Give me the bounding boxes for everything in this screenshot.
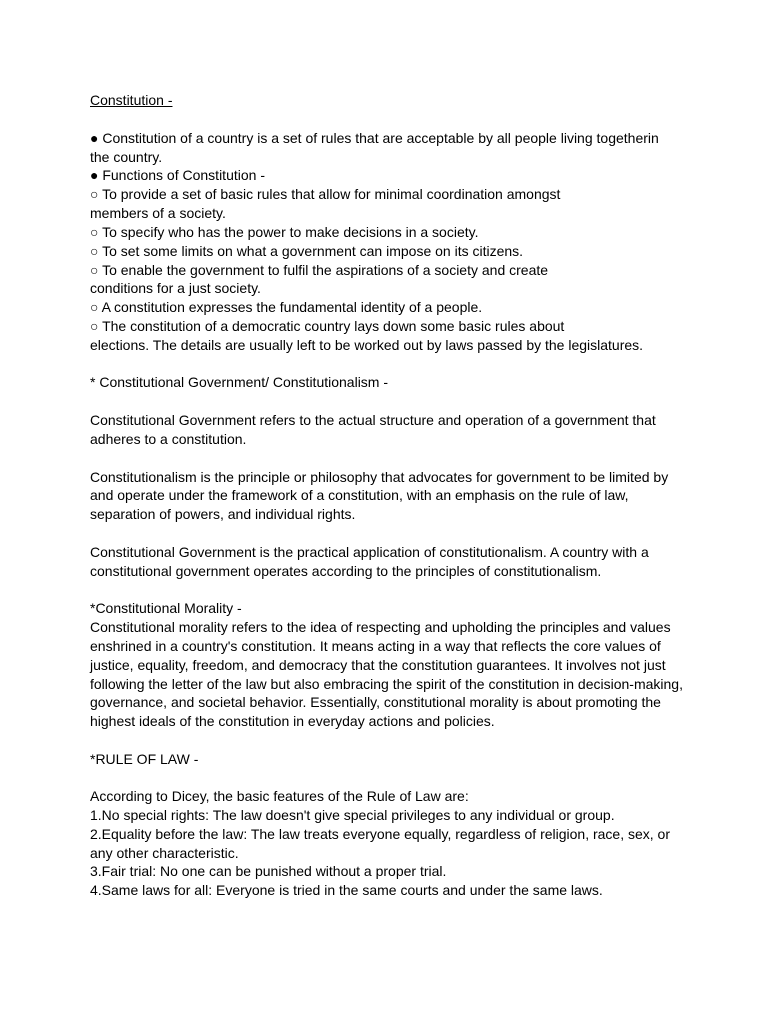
list-item: any other characteristic.	[90, 845, 239, 861]
paragraph-line: separation of powers, and individual rights.	[90, 506, 356, 522]
paragraph-line: constitutional government operates according to the principles of constitutionalism.	[90, 563, 602, 579]
list-item: 4.Same laws for all: Everyone is tried in the same courts and under the same laws.	[90, 882, 603, 898]
bullet-line: elections. The details are usually left to be worked out by laws passed by the legislatures.	[90, 337, 644, 353]
paragraph-line: following the letter of the law but also embracing the spirit of the constitution in decision-making,	[90, 676, 683, 692]
paragraph-line: Constitutional Government is the practical application of constitutionalism. A country with a	[90, 544, 649, 560]
list-item: 1.No special rights: The law doesn't give special privileges to any individual or group.	[90, 807, 615, 823]
bullet-line: ○ A constitution expresses the fundamental identity of a people.	[90, 299, 483, 315]
paragraph-line: and operate under the framework of a constitution, with an emphasis on the rule of law,	[90, 487, 629, 503]
list-item: 3.Fair trial: No one can be punished without a proper trial.	[90, 863, 447, 879]
bullet-line: ○ The constitution of a democratic country lays down some basic rules about	[90, 318, 565, 334]
bullet-line: ○ To provide a set of basic rules that allow for minimal coordination amongst	[90, 186, 561, 202]
paragraph-line: Constitutional Government refers to the actual structure and operation of a government that	[90, 412, 656, 428]
bullet-line: the country.	[90, 149, 163, 165]
bullet-line: ● Functions of Constitution -	[90, 167, 265, 183]
list-item: 2.Equality before the law: The law treats everyone equally, regardless of religion, race, sex, or	[90, 826, 671, 842]
paragraph-line: According to Dicey, the basic features of the Rule of Law are:	[90, 788, 469, 804]
paragraph-line: adheres to a constitution.	[90, 431, 247, 447]
paragraph-line: enshrined in a country's constitution. It means acting in a way that reflects the core values of	[90, 638, 661, 654]
paragraph-line: justice, equality, freedom, and democracy that the constitution guarantees. It involves not just	[90, 657, 666, 673]
bullet-line: members of a society.	[90, 205, 226, 221]
bullet-line: conditions for a just society.	[90, 280, 261, 296]
paragraph-line: highest ideals of the constitution in everyday actions and policies.	[90, 713, 495, 729]
bullet-line: ● Constitution of a country is a set of rules that are acceptable by all people living togetherin	[90, 130, 659, 146]
section-heading-constitutional-morality: *Constitutional Morality -	[90, 600, 242, 616]
bullet-line: ○ To set some limits on what a government can impose on its citizens.	[90, 243, 524, 259]
paragraph-line: Constitutionalism is the principle or philosophy that advocates for government to be limited by	[90, 469, 669, 485]
paragraph-line: governance, and societal behavior. Essentially, constitutional morality is about promoting the	[90, 694, 661, 710]
document-title: Constitution -	[90, 92, 173, 108]
bullet-line: ○ To specify who has the power to make decisions in a society.	[90, 224, 479, 240]
section-heading-rule-of-law: *RULE OF LAW -	[90, 751, 199, 767]
section-heading-constitutional-government: * Constitutional Government/ Constitutionalism -	[90, 374, 389, 390]
bullet-line: ○ To enable the government to fulfil the aspirations of a society and create	[90, 262, 549, 278]
paragraph-line: Constitutional morality refers to the idea of respecting and upholding the principles and values	[90, 619, 671, 635]
